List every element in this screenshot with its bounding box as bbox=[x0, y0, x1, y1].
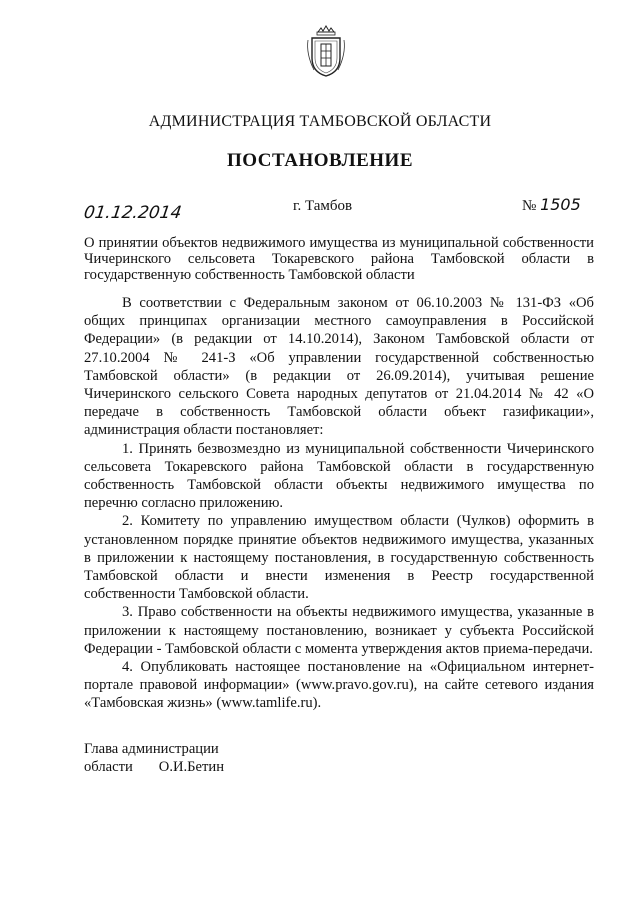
document-date: 01.12.2014 bbox=[82, 203, 183, 223]
document-type: ПОСТАНОВЛЕНИЕ bbox=[226, 150, 414, 171]
coat-of-arms-icon bbox=[304, 24, 348, 80]
document-subject: О принятии объектов недвижимого имущества из муниципальной собственности Чичеринского сельсовета Токаревского района Тамбовской области в государственную собственность Тамбовской области bbox=[84, 235, 594, 283]
number-prefix: № bbox=[522, 198, 537, 214]
signatory-name: О.И.Бетин bbox=[158, 759, 225, 775]
document-number bbox=[522, 195, 581, 215]
document-city: г. Тамбов bbox=[293, 198, 353, 214]
signature-block bbox=[84, 740, 224, 776]
preamble-paragraph: В соответствии с Федеральным законом от 06.10.2003 № 131-ФЗ «Об общих принципах организации местного самоуправления в Российской Федерации» (в редакции от 14.10.2014), Законом Тамбовской области от 27.10.2004 № 241-З «Об управлении государственной собственностью Тамбовской области» (в редакции от 26.09.2014), учитывая решение Чичеринского сельского Совета народных депутатов от 21.04.2014 № 42 «О передаче в собственность Тамбовской области объект газификации», администрация области постановляет: bbox=[84, 295, 594, 439]
resolution-item-1: 1. Принять безвозмездно из муниципальной собственности Чичеринского сельсовета Токаревского района Тамбовской области в государственную собственность Тамбовской области объекты недвижимого имущества по перечню согласно приложению. bbox=[84, 440, 594, 512]
organization-name: АДМИНИСТРАЦИЯ ТАМБОВСКОЙ ОБЛАСТИ bbox=[148, 113, 492, 130]
resolution-item-3: 3. Право собственности на объекты недвижимого имущества, указанные в приложении к настоящему постановлению, возникает у субъекта Российской Федерации - Тамбовской области с момента утверждения актов приема-передачи. bbox=[84, 604, 594, 657]
resolution-item-2: 2. Комитету по управлению имуществом области (Чулков) оформить в установленном порядке принятие объектов недвижимого имущества, указанных в приложении к настоящему постановления, в государственную собственность Тамбовской области и внести изменения в Реестр государственной собственности Тамбовской области. bbox=[84, 513, 594, 603]
signatory-title-line2: области bbox=[84, 759, 133, 775]
resolution-item-4: 4. Опубликовать настоящее постановление на «Официальном интернет-портале правовой информации» (www.pravo.gov.ru), на сайте сетевого издания «Тамбовская жизнь» (www.tamlife.ru). bbox=[84, 659, 594, 712]
signatory-row bbox=[84, 758, 224, 776]
number-value: 1505 bbox=[540, 195, 581, 214]
document-body bbox=[84, 294, 594, 713]
signatory-title: Глава администрации bbox=[84, 741, 219, 757]
